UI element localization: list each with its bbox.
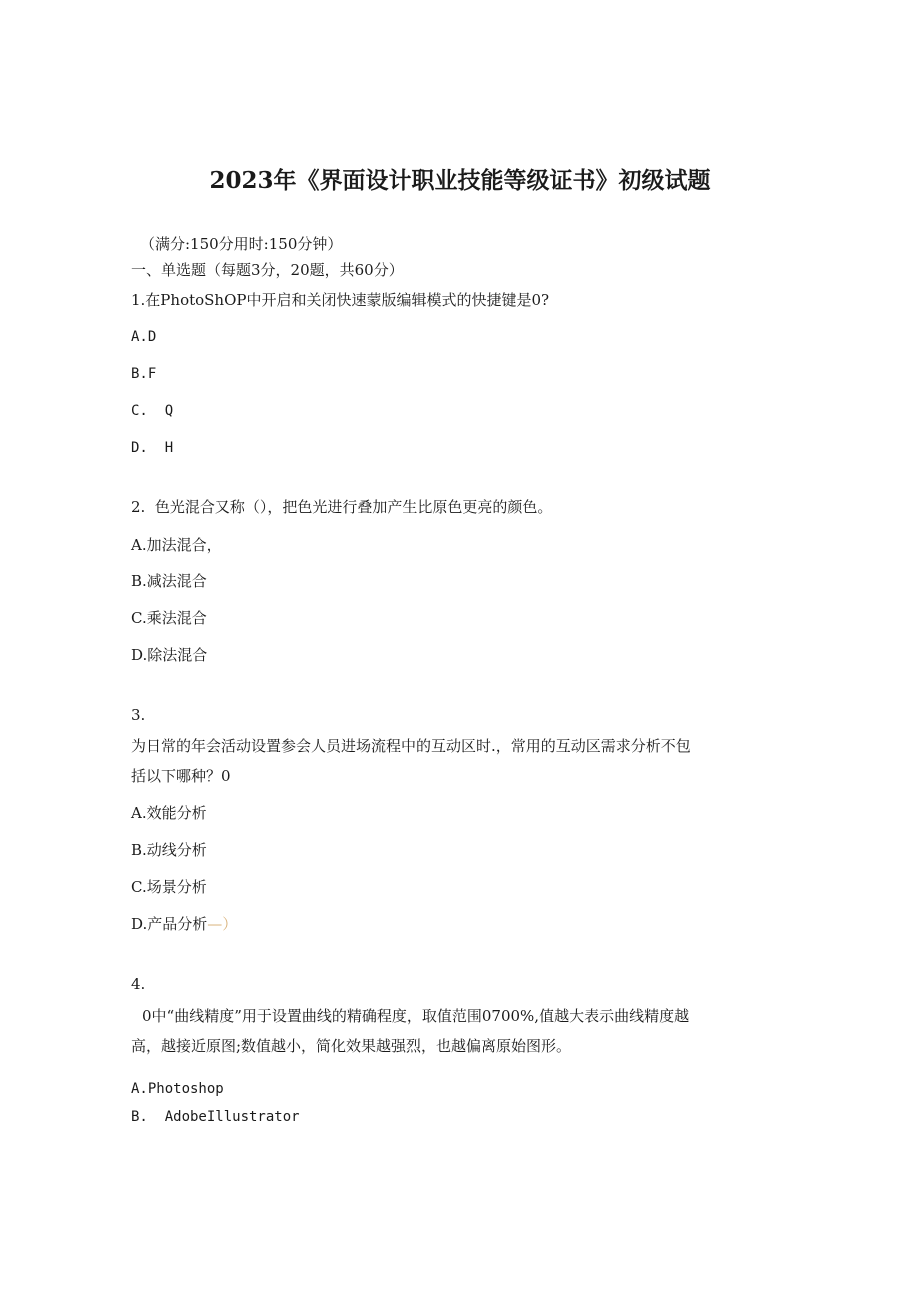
question-3-option-b: B.动线分析 [131, 841, 207, 859]
score-time-info: （满分:150分用时:150分钟） [140, 235, 343, 253]
question-4-text-line-2: 高，越接近原图;数值越小，简化效果越强烈，也越偏离原始图形。 [131, 1037, 572, 1055]
question-2-option-d: D.除法混合 [131, 646, 208, 664]
question-1-option-a: A.D [131, 329, 157, 345]
question-4-number: 4. [131, 975, 146, 993]
question-3-text-line-1: 为日常的年会活动设置参会人员进场流程中的互动区时.，常用的互动区需求分析不包 [131, 737, 691, 755]
question-3-option-c: C.场景分析 [131, 878, 207, 896]
question-3-option-d-label: D.产品分析 [131, 915, 208, 933]
question-1-option-d: D. H [131, 440, 174, 456]
question-2-option-a: A.加法混合， [131, 536, 222, 554]
faint-mark: —） [207, 915, 238, 933]
page-title: 2023年《界面设计职业技能等级证书》初级试题 [209, 167, 711, 194]
question-1-option-b: B.F [131, 366, 157, 382]
question-4-option-b: B. AdobeIllustrator [131, 1109, 300, 1125]
question-4-text-line-1: 0中“曲线精度”用于设置曲线的精确程度，取值范围0700%,值越大表示曲线精度越 [142, 1007, 690, 1025]
section-heading: 一、单选题（每题3分，20题，共60分） [131, 261, 404, 279]
question-3-option-d [131, 914, 237, 934]
question-3-text-line-2: 括以下哪种？0 [131, 767, 231, 785]
question-4-option-a: A.Photoshop [131, 1081, 224, 1097]
question-2-option-c: C.乘法混合 [131, 609, 207, 627]
question-3-option-a: A.效能分析 [131, 804, 207, 822]
question-3-number: 3. [131, 706, 146, 724]
question-1-option-c: C. Q [131, 403, 174, 419]
question-2-option-b: B.减法混合 [131, 572, 207, 590]
question-1-text: 1.在PhotoShOP中开启和关闭快速蒙版编辑模式的快捷键是0? [131, 291, 550, 309]
question-2-text: 2. 色光混合又称（），把色光进行叠加产生比原色更亮的颜色。 [131, 498, 553, 516]
